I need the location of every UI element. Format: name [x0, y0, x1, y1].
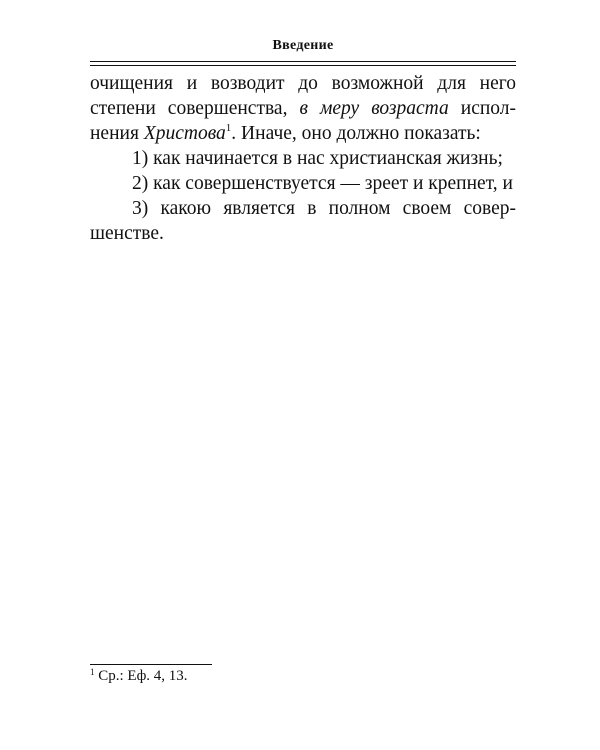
header-rule-top [90, 61, 516, 62]
footnote [90, 667, 188, 685]
italic-phrase: Христова [143, 123, 226, 144]
text-segment: нения [90, 123, 139, 144]
text-line-2 [90, 96, 516, 121]
text-line-1: очищения и возводит до возможной для него [90, 73, 516, 94]
text-segment: . Иначе, оно должно показать: [231, 123, 481, 144]
running-head: Введение [272, 38, 334, 53]
footnote-text: Ср.: Еф. 4, 13. [94, 668, 188, 684]
footnote-rule [90, 664, 212, 665]
text-segment: испол- [460, 98, 517, 119]
list-item-3-continuation: шенстве. [90, 223, 164, 244]
text-segment: степени совершенства, [90, 98, 288, 119]
list-item-1: 1) как начинается в нас христианская жизнь; [132, 148, 503, 169]
footnote-marker: 1 [90, 667, 95, 677]
footnote-reference: 1 [225, 122, 232, 134]
italic-phrase: в меру возраста [299, 98, 449, 119]
list-item-3: 3) какою является в полном своем совер- [132, 198, 516, 219]
header-rule-bottom [90, 65, 516, 66]
text-line-3 [90, 121, 516, 146]
list-item-2: 2) как совершенствуется — зреет и крепнет, и [132, 173, 513, 194]
body-text [90, 71, 516, 246]
